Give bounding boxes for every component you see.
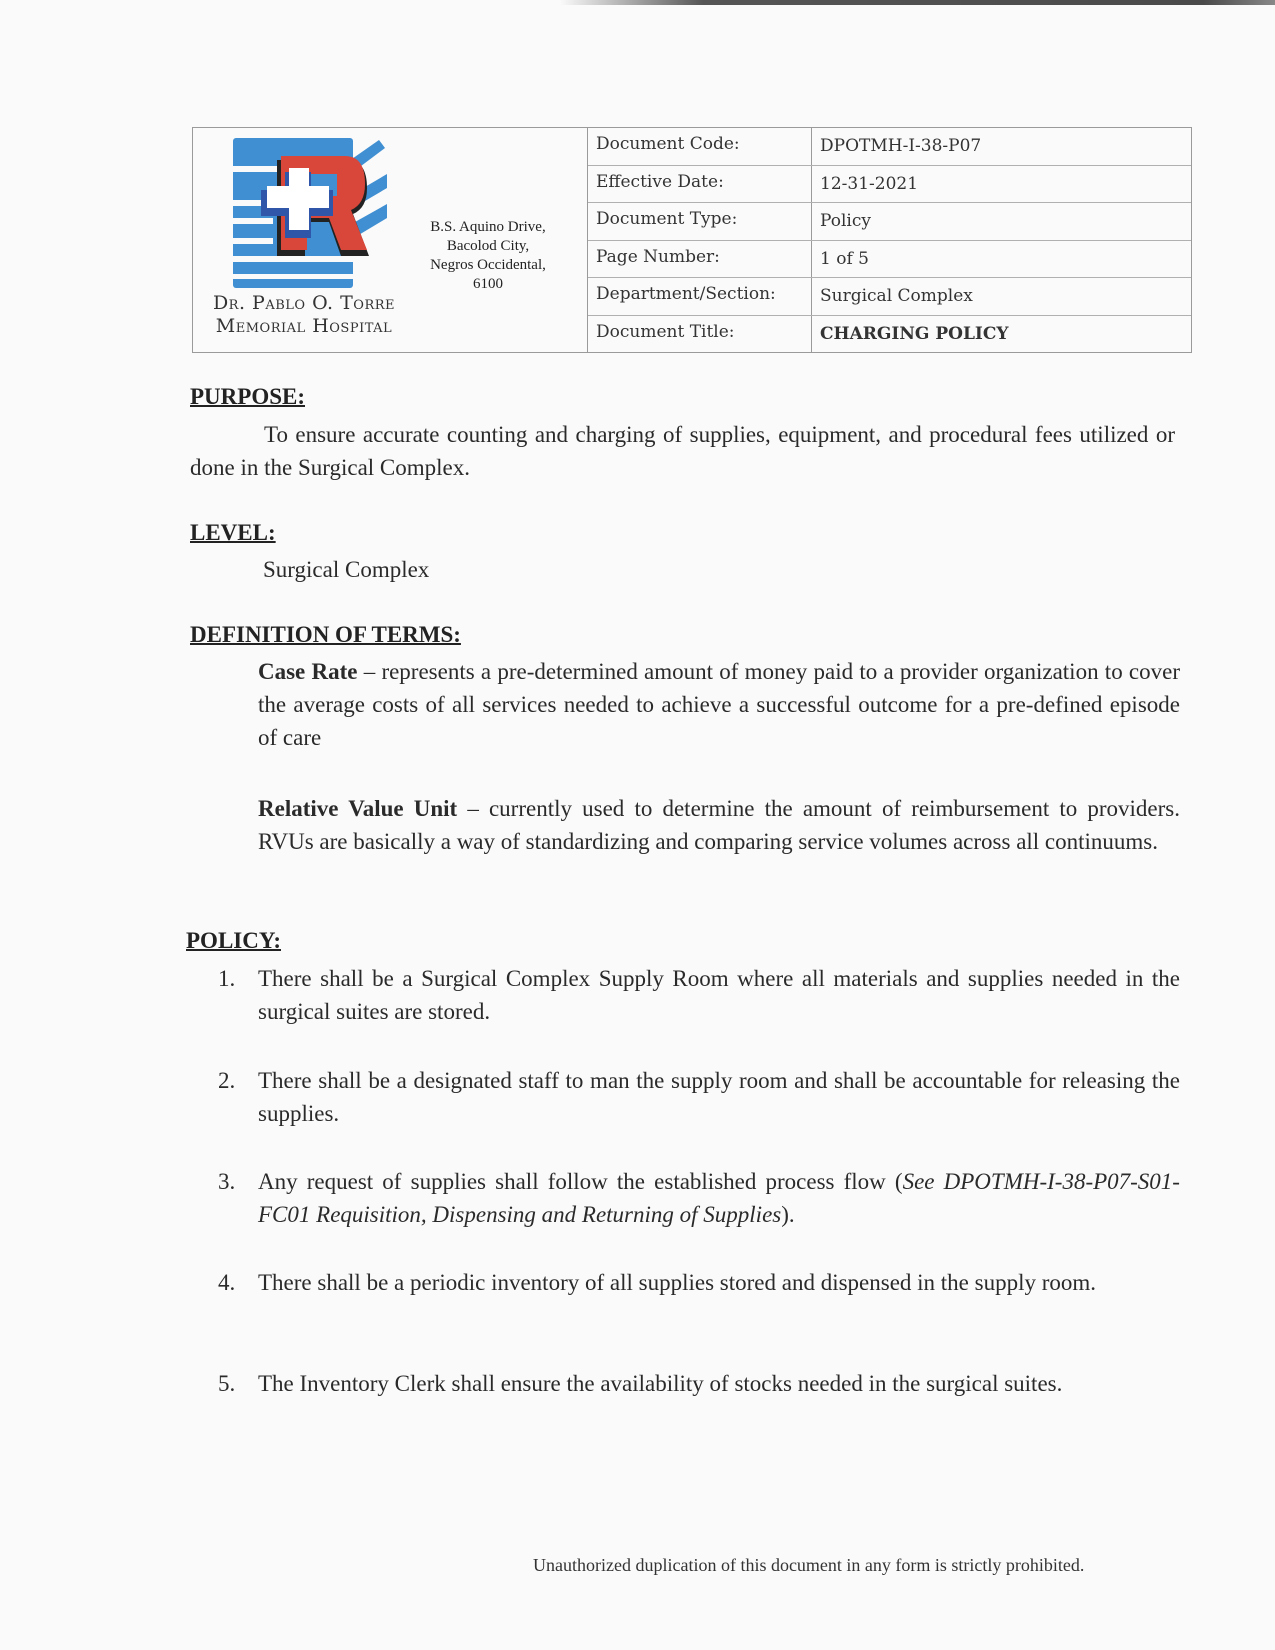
meta-label: Department/Section: (588, 278, 812, 315)
item-text (258, 1165, 1180, 1231)
level-heading: LEVEL: (190, 520, 276, 545)
meta-value: Surgical Complex (820, 286, 973, 306)
meta-row-effective-date (588, 166, 1191, 204)
hospital-name-line2: Memorial Hospital (215, 315, 393, 337)
definition-case-rate (258, 655, 1180, 754)
meta-label: Page Number: (588, 241, 812, 278)
term-name: Relative Value Unit (258, 796, 458, 821)
address-line: Bacolod City, (446, 238, 530, 254)
item-text: The Inventory Clerk shall ensure the availability of stocks needed in the surgical suites. (258, 1371, 1063, 1396)
document-header (192, 127, 1192, 353)
hospital-r-cross-logo-icon (229, 138, 389, 292)
meta-row-department (588, 278, 1191, 316)
meta-label: Document Code: (588, 128, 812, 165)
policy-item (218, 1064, 1180, 1130)
policy-item (218, 1165, 1180, 1231)
purpose-heading: PURPOSE: (190, 384, 305, 409)
meta-label: Effective Date: (588, 166, 812, 203)
meta-label: Document Type: (588, 203, 812, 240)
definition-rvu (258, 792, 1180, 858)
address-line: B.S. Aquino Drive, (430, 219, 546, 235)
policy-item (218, 962, 1180, 1028)
document-title: CHARGING POLICY (820, 323, 1009, 344)
meta-value: DPOTMH-I-38-P07 (820, 136, 982, 156)
item-number: 5. (218, 1371, 236, 1396)
item-text: There shall be a designated staff to man the supply room and shall be accountable for releasing the supplies. (258, 1068, 1180, 1126)
hospital-name (199, 292, 409, 338)
term-definition: – currently used to determine the amount of reimbursement to providers. RVUs are basically a way of standardizing and comparing service volumes across all continuums. (258, 796, 1181, 854)
hospital-address (413, 218, 563, 294)
item-number: 1. (218, 966, 236, 991)
address-line: 6100 (473, 276, 503, 292)
meta-value: 12-31-2021 (820, 173, 919, 194)
meta-label: Document Title: (588, 316, 812, 353)
meta-value: Policy (820, 211, 871, 231)
purpose-text: To ensure accurate counting and charging of supplies, equipment, and procedural fees utilized or done in the Surgical Complex. (190, 422, 1175, 480)
cross-reference: See DPOTMH-I-38-P07-S01-FC01 Requisition, Dispensing and Returning of Supplies (258, 1169, 1180, 1227)
item-text: There shall be a periodic inventory of all supplies stored and dispensed in the supply room. (258, 1270, 1097, 1295)
meta-row-page-number (588, 241, 1191, 279)
address-line: Negros Occidental, (430, 257, 546, 273)
definitions-heading: DEFINITION OF TERMS: (190, 622, 461, 647)
term-definition: – represents a pre-determined amount of money paid to a provider organization to cover the average costs of all services needed to achieve a successful outcome for a pre-defined episode of care (258, 659, 1180, 750)
policy-item (218, 1266, 1180, 1299)
hospital-name-line1: Dr. Pablo O. Torre (212, 292, 396, 314)
meta-row-document-title (588, 316, 1191, 353)
hospital-brand (193, 128, 588, 352)
item-text: There shall be a Surgical Complex Supply Room where all materials and supplies needed in the surgical suites are stored. (258, 966, 1180, 1024)
item-number: 2. (218, 1068, 236, 1093)
level-text: Surgical Complex (263, 557, 430, 582)
footer-notice: Unauthorized duplication of this document in any form is strictly prohibited. (533, 1555, 1085, 1575)
document-meta-table (588, 128, 1191, 352)
item-text-tail: ). (781, 1202, 795, 1227)
policy-heading: POLICY: (186, 928, 281, 953)
meta-row-document-type (588, 203, 1191, 241)
meta-value: 1 of 5 (820, 248, 869, 269)
term-name: Case Rate (258, 659, 358, 684)
meta-row-document-code (588, 128, 1191, 166)
policy-item (218, 1367, 1180, 1400)
scan-edge-shadow (560, 0, 1275, 5)
item-text-main: Any request of supplies shall follow the established process flow ( (258, 1169, 903, 1194)
item-number: 3. (218, 1169, 236, 1194)
item-number: 4. (218, 1270, 236, 1295)
